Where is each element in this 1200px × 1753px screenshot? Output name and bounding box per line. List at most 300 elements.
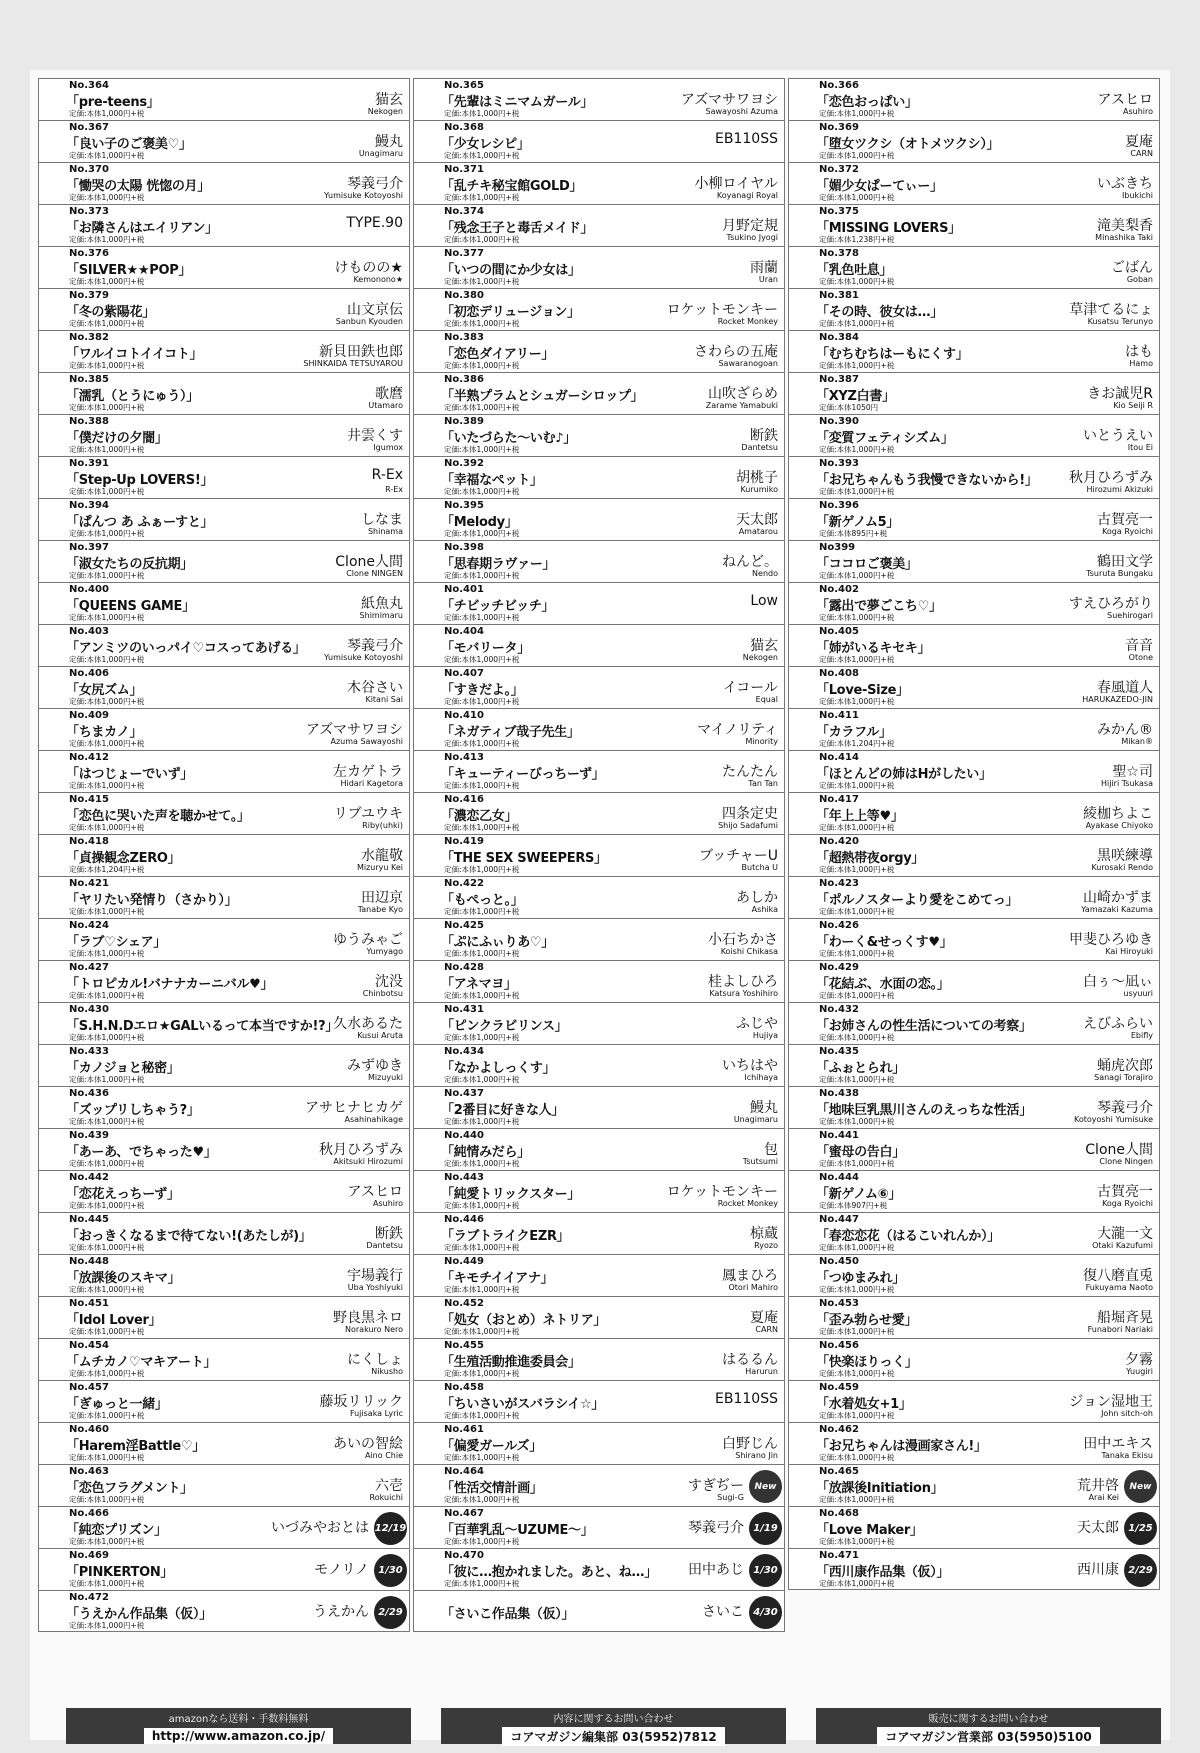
entry-price: 定価:本体1,000円+税 — [69, 193, 145, 202]
entry-price: 定価:本体1,000円+税 — [444, 1369, 520, 1378]
entry-price: 定価:本体1,000円+税 — [819, 1117, 895, 1126]
release-date-badge: 12/19 — [374, 1512, 407, 1545]
entry-author-romaji: Katsura Yoshihiro — [709, 989, 778, 998]
catalog-entry — [38, 1296, 410, 1338]
entry-author: みずゆき — [347, 1058, 403, 1074]
entry-price: 定価:本体1,000円+税 — [69, 1075, 145, 1084]
entry-price: 定価:本体1,000円+税 — [819, 109, 895, 118]
entry-title: 「お隣さんはエイリアン」 — [66, 221, 218, 236]
entry-title: 「Harem淫Battle♡」 — [66, 1439, 205, 1454]
entry-author: あいの智絵 — [333, 1436, 403, 1452]
entry-author-romaji: Mizuryu Kei — [356, 863, 403, 872]
entry-title: 「モバリータ」 — [441, 641, 530, 656]
entry-title: 「おっきくなるまで待てない!(あたしが)」 — [66, 1229, 312, 1244]
entry-price: 定価:本体1,000円+税 — [69, 655, 145, 664]
catalog-entry — [413, 1254, 785, 1296]
entry-price: 定価:本体1,000円+税 — [69, 1243, 145, 1252]
entry-price: 定価:本体1,000円+税 — [444, 1411, 520, 1420]
entry-title: 「ピンクラビリンス」 — [441, 1019, 568, 1034]
entry-author-romaji: usyuuri — [1123, 989, 1153, 998]
catalog-entry — [788, 288, 1160, 330]
entry-author: すぎぢー — [688, 1478, 744, 1494]
entry-author: いづみやおとは — [271, 1520, 369, 1536]
entry-number: No.400 — [69, 584, 109, 595]
entry-author: 山吹ざらめ — [708, 386, 778, 402]
entry-number: No.425 — [444, 920, 484, 931]
entry-price: 定価:本体1,000円+税 — [69, 571, 145, 580]
entry-author-romaji: Rocket Monkey — [717, 317, 778, 326]
entry-title: 「いつの間にか少女は」 — [441, 263, 581, 278]
entry-author: 断鉄 — [750, 428, 778, 444]
entry-author-romaji: Kai Hiroyuki — [1105, 947, 1153, 956]
entry-title: 「もぺっと。」 — [441, 893, 524, 908]
entry-number: No399 — [819, 542, 856, 553]
entry-price: 定価:本体1,000円+税 — [444, 865, 520, 874]
entry-number: No.456 — [819, 1340, 859, 1351]
entry-title: 「僕だけの夕闇」 — [66, 431, 168, 446]
entry-price: 定価:本体1,000円+税 — [69, 487, 145, 496]
editorial-contact-box — [441, 1708, 786, 1744]
entry-title: 「ズップリしちゃう?」 — [66, 1103, 200, 1118]
catalog-entry — [788, 666, 1160, 708]
entry-author-romaji: Butcha U — [741, 863, 778, 872]
amazon-caption: amazonなら送料・手数料無料 — [168, 1714, 309, 1725]
catalog-entry — [788, 78, 1160, 120]
release-date-badge: 2/29 — [374, 1596, 407, 1629]
catalog-entry — [413, 288, 785, 330]
entry-title: 「思春期ラヴァー」 — [441, 557, 556, 572]
entry-number: No.407 — [444, 668, 484, 679]
entry-price: 定価:本体1,000円+税 — [69, 151, 145, 160]
entry-author-romaji: Kusui Aruta — [357, 1031, 403, 1040]
entry-author-romaji: Mikan® — [1121, 737, 1153, 746]
catalog-entry — [38, 1254, 410, 1296]
entry-author-romaji: Ibukichi — [1121, 191, 1153, 200]
entry-author: Clone人間 — [1085, 1142, 1153, 1158]
entry-price: 定価:本体1,000円+税 — [444, 529, 520, 538]
entry-number: No.384 — [819, 332, 859, 343]
entry-author-romaji: Goban — [1126, 275, 1153, 284]
entry-number: No.366 — [819, 80, 859, 91]
entry-price: 定価:本体1,000円+税 — [819, 1579, 895, 1588]
entry-number: No.458 — [444, 1382, 484, 1393]
catalog-entry — [788, 330, 1160, 372]
entry-price: 定価:本体1,000円+税 — [444, 781, 520, 790]
entry-author-romaji: Nikusho — [371, 1367, 403, 1376]
entry-author: 胡桃子 — [736, 470, 778, 486]
entry-author-romaji: Hirozumi Akizuki — [1086, 485, 1153, 494]
entry-number: No.451 — [69, 1298, 109, 1309]
entry-author-romaji: Ayakase Chiyoko — [1085, 821, 1153, 830]
entry-number: No.397 — [69, 542, 109, 553]
catalog-entry — [413, 1086, 785, 1128]
entry-author: 琴義弓介 — [347, 638, 403, 654]
entry-title: 「水着処女+1」 — [816, 1397, 912, 1412]
entry-author: 鰻丸 — [750, 1100, 778, 1116]
entry-author: いとうえい — [1083, 428, 1153, 444]
entry-author-romaji: Suehirogari — [1107, 611, 1153, 620]
entry-title: 「キューティーびっちーず」 — [441, 767, 605, 782]
entry-number: No.415 — [69, 794, 109, 805]
entry-price: 定価:本体1050円 — [819, 403, 879, 412]
entry-title: 「トロピカル!バナナカーニバル♥」 — [66, 977, 274, 992]
entry-author-romaji: Amatarou — [738, 527, 778, 536]
entry-author: いぶきち — [1097, 176, 1153, 192]
entry-author: はるるん — [722, 1352, 778, 1368]
catalog-entry — [788, 498, 1160, 540]
catalog-entry — [788, 204, 1160, 246]
entry-author: 山崎かずま — [1083, 890, 1153, 906]
entry-price: 定価:本体1,000円+税 — [69, 1285, 145, 1294]
entry-author: 荒井啓 — [1077, 1478, 1119, 1494]
catalog-entry — [788, 1128, 1160, 1170]
entry-author: 歌麿 — [375, 386, 403, 402]
entry-number: No.372 — [819, 164, 859, 175]
entry-number: No.417 — [819, 794, 859, 805]
entry-author: モノリノ — [314, 1562, 369, 1578]
catalog-entry — [38, 1002, 410, 1044]
entry-price: 定価:本体1,000円+税 — [444, 1033, 520, 1042]
entry-number: No.364 — [69, 80, 109, 91]
entry-author: 四条定史 — [722, 806, 778, 822]
entry-author: 水龍敬 — [361, 848, 403, 864]
entry-number: No.421 — [69, 878, 109, 889]
entry-title: 「恋色に哭いた声を聴かせて。」 — [66, 809, 250, 824]
entry-price: 定価:本体1,000円+税 — [819, 991, 895, 1000]
entry-author-romaji: Nendo — [752, 569, 778, 578]
release-date-badge: 1/25 — [1124, 1512, 1157, 1545]
entry-price: 定価:本体1,000円+税 — [819, 445, 895, 454]
entry-price: 定価:本体1,000円+税 — [69, 697, 145, 706]
entry-author: 聖☆司 — [1112, 764, 1153, 780]
catalog-entry — [788, 1464, 1160, 1506]
entry-title: 「なかよしっくす」 — [441, 1061, 556, 1076]
catalog-column-3 — [788, 78, 1160, 1590]
entry-number: No.445 — [69, 1214, 109, 1225]
entry-author: 山文京伝 — [347, 302, 403, 318]
entry-price: 定価:本体1,000円+税 — [444, 1201, 520, 1210]
entry-number: No.449 — [444, 1256, 484, 1267]
entry-number: No.392 — [444, 458, 484, 469]
entry-price: 定価:本体1,000円+税 — [444, 613, 520, 622]
entry-title: 「アネマヨ」 — [441, 977, 517, 992]
entry-price: 定価:本体1,000円+税 — [444, 235, 520, 244]
entry-author: 西川康 — [1077, 1562, 1119, 1578]
entry-price: 定価:本体1,000円+税 — [819, 1285, 895, 1294]
entry-author-romaji: HARUKAZEDO-JIN — [1082, 695, 1153, 704]
entry-title: 「カノジョと秘密」 — [66, 1061, 180, 1076]
entry-number: No.457 — [69, 1382, 109, 1393]
sales-phone: コアマガジン営業部 03(5950)5100 — [877, 1727, 1099, 1746]
entry-author-romaji: Rokuichi — [369, 1493, 403, 1502]
entry-author: 滝美梨香 — [1097, 218, 1153, 234]
entry-title: 「お兄ちゃんは漫画家さん!」 — [816, 1439, 987, 1454]
entry-author: さわらの五庵 — [694, 344, 778, 360]
catalog-entry — [788, 1212, 1160, 1254]
release-date-badge: 1/30 — [374, 1554, 407, 1587]
entry-author-romaji: Yumyago — [366, 947, 403, 956]
entry-number: No.383 — [444, 332, 484, 343]
catalog-entry — [38, 1044, 410, 1086]
entry-title: 「ラブ♡シェア」 — [66, 935, 166, 950]
entry-number: No.418 — [69, 836, 109, 847]
entry-author: 野良黒ネロ — [333, 1310, 403, 1326]
entry-number: No.394 — [69, 500, 109, 511]
entry-author: 古賀亮一 — [1097, 1184, 1153, 1200]
entry-number: No.402 — [819, 584, 859, 595]
catalog-entry — [38, 876, 410, 918]
entry-title: 「うえかん作品集（仮）」 — [66, 1607, 212, 1622]
entry-author: アズマサワヨシ — [680, 92, 778, 108]
entry-price: 定価:本体1,000円+税 — [69, 277, 145, 286]
entry-author-romaji: Koga Ryoichi — [1102, 527, 1153, 536]
entry-number: No.430 — [69, 1004, 109, 1015]
catalog-entry — [38, 708, 410, 750]
entry-title: 「処女（おとめ）ネトリア」 — [441, 1313, 607, 1328]
entry-number: No.429 — [819, 962, 859, 973]
entry-price: 定価:本体1,204円+税 — [69, 865, 145, 874]
entry-author: ブッチャーU — [699, 848, 778, 864]
entry-price: 定価:本体1,000円+税 — [69, 1033, 145, 1042]
entry-price: 定価:本体1,000円+税 — [444, 697, 520, 706]
entry-author: 琴義弓介 — [347, 176, 403, 192]
entry-number: No.376 — [69, 248, 109, 259]
entry-author: Low — [750, 593, 778, 609]
catalog-entry — [413, 792, 785, 834]
entry-title: 「年上上等♥」 — [816, 809, 904, 824]
entry-number: No.432 — [819, 1004, 859, 1015]
catalog-entry — [413, 456, 785, 498]
entry-number: No.382 — [69, 332, 109, 343]
entry-number: No.410 — [444, 710, 484, 721]
catalog-entry — [413, 330, 785, 372]
entry-author: 大瀧一文 — [1097, 1226, 1153, 1242]
entry-author-romaji: Fukuyama Naoto — [1085, 1283, 1153, 1292]
entry-number: No.448 — [69, 1256, 109, 1267]
entry-price: 定価:本体1,000円+税 — [444, 823, 520, 832]
entry-title: 「ぱんつ あ ふぁーすと」 — [66, 515, 214, 530]
entry-number: No.452 — [444, 1298, 484, 1309]
entry-author: 鶴田文学 — [1097, 554, 1153, 570]
entry-number: No.367 — [69, 122, 109, 133]
entry-author: えびふらい — [1083, 1016, 1153, 1032]
entry-number: No.431 — [444, 1004, 484, 1015]
entry-title: 「ワルイコトイイコト」 — [66, 347, 203, 362]
entry-number: No.423 — [819, 878, 859, 889]
entry-price: 定価:本体1,000円+税 — [444, 739, 520, 748]
catalog-entry — [788, 1170, 1160, 1212]
entry-number: No.405 — [819, 626, 859, 637]
entry-title: 「放課後のスキマ」 — [66, 1271, 181, 1286]
entry-price: 定価:本体1,000円+税 — [69, 1201, 145, 1210]
entry-author: 綾枷ちよこ — [1083, 806, 1153, 822]
entry-author: けものの★ — [334, 260, 403, 276]
entry-author-romaji: Shinama — [367, 527, 403, 536]
amazon-url[interactable]: http://www.amazon.co.jp/ — [144, 1728, 333, 1744]
entry-title: 「少女レシピ」 — [441, 137, 530, 152]
entry-title: 「ほとんどの姉はHがしたい」 — [816, 767, 992, 782]
entry-title: 「わーく&せっくす♥」 — [816, 935, 953, 950]
entry-author: 草津てるにょ — [1069, 302, 1153, 318]
entry-price: 定価:本体1,000円+税 — [444, 907, 520, 916]
entry-price: 定価:本体1,000円+税 — [444, 109, 520, 118]
catalog-entry — [788, 1380, 1160, 1422]
entry-number: No.439 — [69, 1130, 109, 1141]
catalog-entry — [38, 372, 410, 414]
catalog-entry — [413, 960, 785, 1002]
entry-price: 定価:本体907円+税 — [819, 1201, 888, 1210]
entry-title: 「生殖活動推進委員会」 — [441, 1355, 581, 1370]
entry-number: No.370 — [69, 164, 109, 175]
entry-number: No.470 — [444, 1550, 484, 1561]
entry-title: 「お兄ちゃんもう我慢できないから!」 — [816, 473, 1038, 488]
catalog-entry — [413, 1044, 785, 1086]
entry-title: 「pre-teens」 — [66, 95, 160, 110]
entry-title: 「ムチカノ♡マキアート」 — [66, 1355, 217, 1370]
entry-author: 夏庵 — [1125, 134, 1153, 150]
entry-title: 「女尻ズム」 — [66, 683, 143, 698]
entry-number: No.369 — [819, 122, 859, 133]
entry-author-romaji: Funabori Nariaki — [1087, 1325, 1153, 1334]
entry-title: 「媚少女ぱーてぃー」 — [816, 179, 943, 194]
entry-title: 「ポルノスターより愛をこめてっ」 — [816, 893, 1019, 908]
entry-author: 田中エキス — [1083, 1436, 1153, 1452]
entry-title: 「春恋恋花（はるこいれんか）」 — [816, 1229, 1001, 1244]
entry-number: No.463 — [69, 1466, 109, 1477]
entry-number: No.467 — [444, 1508, 484, 1519]
catalog-entry — [38, 1212, 410, 1254]
entry-author: 琴義弓介 — [1097, 1100, 1153, 1116]
entry-author: EB110SS — [715, 131, 778, 147]
entry-price: 定価:本体1,000円+税 — [69, 1411, 145, 1420]
entry-price: 定価:本体1,000円+税 — [444, 949, 520, 958]
catalog-entry — [788, 372, 1160, 414]
catalog-entry — [413, 1464, 785, 1506]
entry-author-romaji: Tan Tan — [748, 779, 778, 788]
entry-author-romaji: Ebifly — [1130, 1031, 1153, 1040]
entry-title: 「ぎゅっと一緒」 — [66, 1397, 168, 1412]
entry-title: 「花結ぶ、水面の恋。」 — [816, 977, 950, 992]
entry-author: にくしょ — [347, 1352, 403, 1368]
entry-author-romaji: Equal — [755, 695, 778, 704]
entry-number: No.442 — [69, 1172, 109, 1183]
entry-author-romaji: Minority — [745, 737, 778, 746]
entry-author: ふじや — [736, 1016, 778, 1032]
entry-author: ねんど。 — [722, 554, 778, 570]
catalog-entry — [413, 750, 785, 792]
entry-title: 「純愛トリックスター」 — [441, 1187, 581, 1202]
catalog-entry — [413, 372, 785, 414]
entry-price: 定価:本体1,000円+税 — [444, 1075, 520, 1084]
entry-author: 月野定規 — [722, 218, 778, 234]
entry-title: 「その時、彼女は…」 — [816, 305, 944, 320]
entry-author-romaji: Hujiya — [752, 1031, 778, 1040]
entry-author: Clone人間 — [335, 554, 403, 570]
entry-author-romaji: Sanagi Torajiro — [1094, 1073, 1153, 1082]
entry-author: 桂よしひろ — [708, 974, 778, 990]
entry-price: 定価:本体1,000円+税 — [69, 319, 145, 328]
catalog-entry — [788, 750, 1160, 792]
catalog-entry — [413, 624, 785, 666]
catalog-entry — [38, 120, 410, 162]
entry-number: No.455 — [444, 1340, 484, 1351]
catalog-entry — [38, 666, 410, 708]
entry-title: 「乱チキ秘宝館GOLD」 — [441, 179, 583, 194]
entry-price: 定価:本体1,000円+税 — [819, 781, 895, 790]
entry-title: 「Step-Up LOVERS!」 — [66, 473, 214, 488]
entry-price: 定価:本体1,000円+税 — [819, 823, 895, 832]
entry-number: No.443 — [444, 1172, 484, 1183]
catalog-entry — [413, 1506, 785, 1548]
entry-price: 定価:本体1,000円+税 — [444, 487, 520, 496]
entry-title: 「MISSING LOVERS」 — [816, 221, 961, 236]
entry-author-romaji: Mizuyuki — [367, 1073, 403, 1082]
entry-number: No.454 — [69, 1340, 109, 1351]
entry-author-romaji: Fujisaka Lyric — [349, 1409, 403, 1418]
entry-price: 定価:本体1,000円+税 — [69, 1117, 145, 1126]
entry-number: No.388 — [69, 416, 109, 427]
entry-author: 黒咲練導 — [1097, 848, 1153, 864]
entry-author-romaji: Nekogen — [742, 653, 778, 662]
entry-number: No.444 — [819, 1172, 859, 1183]
entry-number: No.403 — [69, 626, 109, 637]
entry-number: No.437 — [444, 1088, 484, 1099]
catalog-entry — [413, 1212, 785, 1254]
catalog-entry — [413, 1296, 785, 1338]
entry-author: 藤坂リリック — [319, 1394, 403, 1410]
entry-author: イコール — [722, 680, 778, 696]
entry-author-romaji: Dantetsu — [366, 1241, 403, 1250]
entry-title: 「お姉さんの性生活についての考察」 — [816, 1019, 1032, 1034]
entry-price: 定価:本体1,000円+税 — [69, 445, 145, 454]
entry-author: ごばん — [1111, 260, 1153, 276]
entry-author: ゆうみゃご — [333, 932, 403, 948]
entry-title: 「地味巨乳黒川さんのえっちな性活」 — [816, 1103, 1032, 1118]
entry-author: 白ぅ〜凪ぃ — [1083, 974, 1153, 990]
entry-title: 「恋色おっぱい」 — [816, 95, 918, 110]
entry-author: 六壱 — [375, 1478, 403, 1494]
entry-title: 「乳色吐息」 — [816, 263, 893, 278]
entry-author: 天太郎 — [736, 512, 778, 528]
entry-number: No.377 — [444, 248, 484, 259]
entry-price: 定価:本体1,000円+税 — [69, 1621, 145, 1630]
entry-author-romaji: Otone — [1128, 653, 1153, 662]
contact-footer — [66, 1708, 1162, 1744]
entry-price: 定価:本体1,000円+税 — [819, 193, 895, 202]
entry-title: 「キモチイイアナ」 — [441, 1271, 554, 1286]
entry-price: 定価:本体1,000円+税 — [819, 571, 895, 580]
new-badge: New — [749, 1470, 782, 1503]
entry-author-romaji: Hamo — [1129, 359, 1153, 368]
entry-number: No.460 — [69, 1424, 109, 1435]
entry-number: No.404 — [444, 626, 484, 637]
entry-price: 定価:本体1,000円+税 — [819, 319, 895, 328]
entry-author-romaji: Itou Ei — [1127, 443, 1153, 452]
entry-number: No.447 — [819, 1214, 859, 1225]
entry-number: No.464 — [444, 1466, 484, 1477]
catalog-entry — [413, 876, 785, 918]
entry-author-romaji: Clone Ningen — [1099, 1157, 1153, 1166]
entry-price: 定価:本体1,000円+税 — [819, 1159, 895, 1168]
entry-author: 紙魚丸 — [361, 596, 403, 612]
entry-title: 「Idol Lover」 — [66, 1313, 162, 1328]
entry-price: 定価:本体1,000円+税 — [444, 151, 520, 160]
catalog-entry — [788, 456, 1160, 498]
entry-title: 「純恋プリズン」 — [66, 1523, 167, 1538]
entry-author-romaji: Clone NINGEN — [346, 569, 403, 578]
entry-title: 「ぷにふぃりあ♡」 — [441, 935, 554, 950]
new-badge: New — [1124, 1470, 1157, 1503]
